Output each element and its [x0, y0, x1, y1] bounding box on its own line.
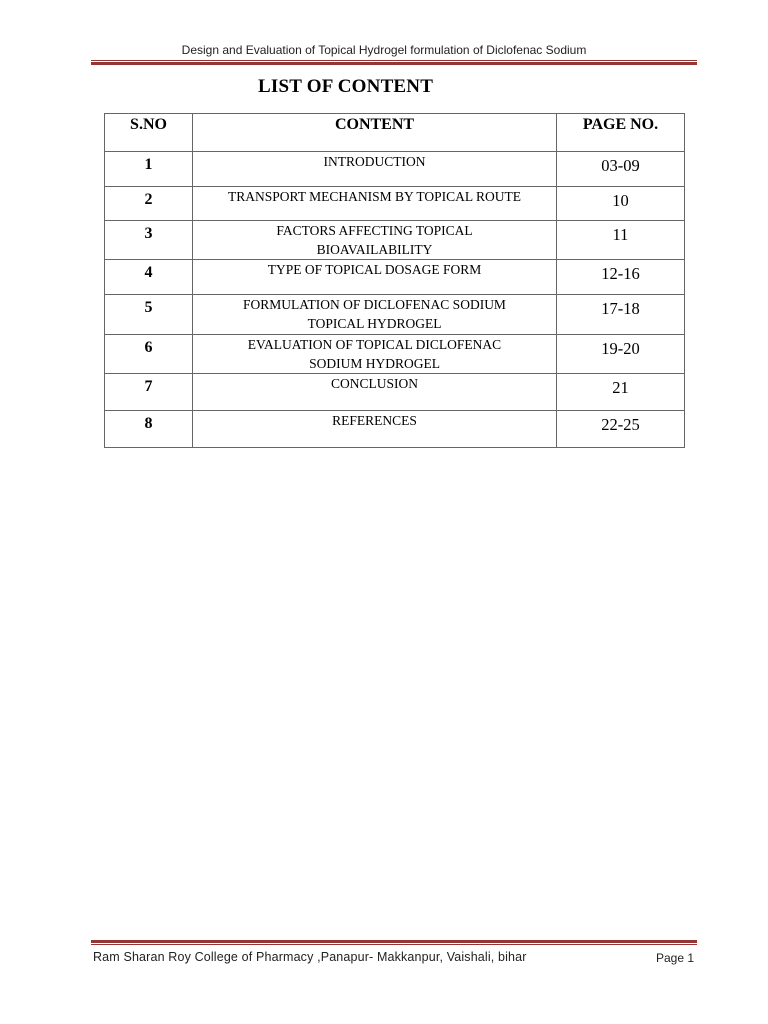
header-rule	[91, 60, 697, 65]
content-line: CONCLUSION	[330, 376, 418, 391]
row-page: 12-16	[557, 260, 685, 295]
content-line: INTRODUCTION	[323, 154, 426, 169]
table-row	[105, 260, 685, 295]
row-sno: 1	[105, 152, 193, 187]
header-content: CONTENT	[193, 114, 557, 152]
row-content	[193, 295, 557, 335]
content-line: EVALUATION OF TOPICAL DICLOFENAC	[247, 337, 502, 352]
footer-rule	[91, 940, 697, 945]
row-content	[193, 260, 557, 295]
content-line: SODIUM HYDROGEL	[309, 356, 440, 371]
table-row	[105, 374, 685, 411]
row-content	[193, 221, 557, 260]
contents-table	[104, 113, 685, 448]
content-line: FORMULATION OF DICLOFENAC SODIUM	[243, 297, 506, 312]
content-line: REFERENCES	[332, 413, 417, 428]
table-row	[105, 187, 685, 221]
page-number: Page 1	[656, 951, 695, 965]
row-content	[193, 187, 557, 221]
row-sno: 4	[105, 260, 193, 295]
row-page: 19-20	[557, 335, 685, 374]
row-content	[193, 411, 557, 448]
row-sno: 3	[105, 221, 193, 260]
table-row	[105, 411, 685, 448]
content-line: FACTORS AFFECTING TOPICAL	[276, 223, 473, 238]
content-line: TRANSPORT MECHANISM BY TOPICAL ROUTE	[228, 189, 521, 204]
row-page: 03-09	[557, 152, 685, 187]
table-row	[105, 221, 685, 260]
table-row	[105, 335, 685, 374]
content-line: TOPICAL HYDROGEL	[307, 316, 442, 331]
row-page: 22-25	[557, 411, 685, 448]
row-sno: 8	[105, 411, 193, 448]
row-sno: 7	[105, 374, 193, 411]
row-page: 10	[557, 187, 685, 221]
content-line: BIOAVAILABILITY	[316, 242, 433, 257]
footer-institution: Ram Sharan Roy College of Pharmacy ,Panapur- Makkanpur, Vaishali, bihar	[93, 950, 527, 964]
header-sno: S.NO	[105, 114, 193, 152]
table-header-row	[105, 114, 685, 152]
running-header: Design and Evaluation of Topical Hydrogel formulation of Diclofenac Sodium	[181, 43, 587, 57]
row-sno: 5	[105, 295, 193, 335]
content-line: TYPE OF TOPICAL DOSAGE FORM	[267, 262, 482, 277]
row-sno: 6	[105, 335, 193, 374]
row-content	[193, 335, 557, 374]
row-page: 17-18	[557, 295, 685, 335]
header-page-no: PAGE NO.	[557, 114, 685, 152]
page-title: LIST OF CONTENT	[258, 76, 434, 97]
row-content	[193, 152, 557, 187]
row-content	[193, 374, 557, 411]
row-page: 11	[557, 221, 685, 260]
table-row	[105, 152, 685, 187]
table-row	[105, 295, 685, 335]
row-sno: 2	[105, 187, 193, 221]
row-page: 21	[557, 374, 685, 411]
